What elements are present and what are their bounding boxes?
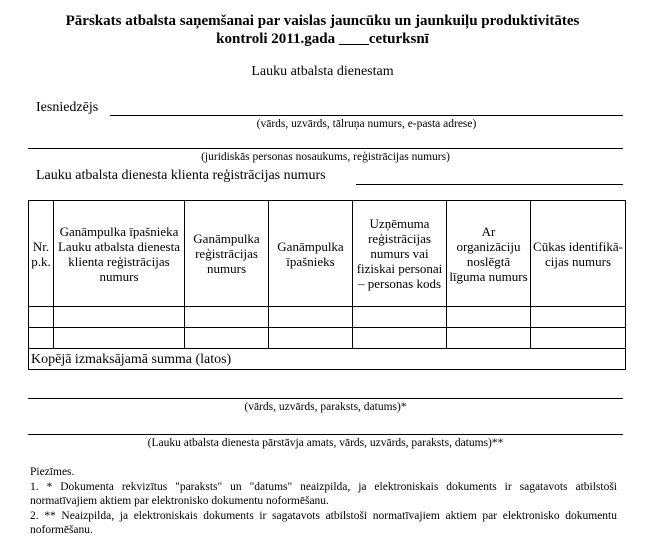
table-cell[interactable]	[29, 328, 54, 349]
signature-field[interactable]	[28, 398, 623, 399]
table-row	[29, 307, 626, 328]
representative-field[interactable]	[28, 434, 623, 435]
table-cell[interactable]	[353, 328, 447, 349]
table-cell[interactable]	[54, 328, 185, 349]
client-reg-field[interactable]	[356, 184, 623, 185]
document-title	[20, 12, 625, 48]
col-header-pig-id: Cūkas identifikā-cijas numurs	[531, 201, 626, 307]
table-cell[interactable]	[185, 328, 269, 349]
title-line-1: Pārskats atbalsta saņemšanai par vaislas jauncūku un jaunkuiļu produktivitātes	[65, 13, 580, 29]
total-label: Kopējā izmaksājamā summa (latos)	[29, 349, 626, 370]
table-cell[interactable]	[29, 307, 54, 328]
table-cell[interactable]	[531, 307, 626, 328]
representative-hint: (Lauku atbalsta dienesta pārstāvja amats, vārds, uzvārds, paraksts, datums)**	[147, 437, 504, 449]
table-cell[interactable]	[269, 328, 353, 349]
note-1: 1. * Dokumenta rekvizītus "paraksts" un "datums" neaizpilda, ja elektroniskais dokuments ir sagatavots atbilstoši normatīvajiem aktiem par elektronisko dokumentu noformēšanu.	[30, 480, 617, 507]
submitter-label: Iesniedzējs	[36, 100, 99, 115]
table-row	[29, 328, 626, 349]
table-cell[interactable]	[447, 307, 531, 328]
legal-entity-hint: (juridiskās personas nosaukums, reģistrācijas numurs)	[201, 151, 450, 163]
table-cell[interactable]	[54, 307, 185, 328]
col-header-contract-number: Ar organizāciju noslēgtā līguma numurs	[447, 201, 531, 307]
notes-heading: Piezīmes.	[30, 466, 75, 478]
addressee: Lauku atbalsta dienestam	[251, 64, 394, 79]
title-line-2: kontroli 2011.gada ____ceturksnī	[216, 31, 429, 47]
submitter-hint: (vārds, uzvārds, tālruņa numurs, e-pasta adrese)	[256, 118, 477, 130]
legal-entity-field[interactable]	[28, 148, 623, 149]
table-total-row	[29, 349, 626, 370]
col-header-owner-client-reg: Ganāmpulka īpašnieka Lauku atbalsta dienesta klienta reģistrācijas numurs	[54, 201, 185, 307]
table-cell[interactable]	[185, 307, 269, 328]
table-cell[interactable]	[447, 328, 531, 349]
report-table	[28, 200, 626, 370]
table-cell[interactable]	[531, 328, 626, 349]
col-header-herd-owner: Ganāmpulka īpašnieks	[269, 201, 353, 307]
note-2: 2. ** Neaizpilda, ja elektroniskais dokuments ir sagatavots atbilstoši normatīvajiem aktiem par elektronisko dokumentu noformēšanu.	[30, 509, 617, 536]
notes-section	[30, 465, 617, 538]
col-header-company-reg: Uzņēmuma reģistrācijas numurs vai fiziskai personai – personas kods	[353, 201, 447, 307]
table-header-row	[29, 201, 626, 307]
col-header-herd-reg: Ganāmpulka reģistrācijas numurs	[185, 201, 269, 307]
client-reg-label: Lauku atbalsta dienesta klienta reģistrācijas numurs	[36, 168, 326, 183]
col-header-nr: Nr. p.k.	[29, 201, 54, 307]
table-cell[interactable]	[353, 307, 447, 328]
submitter-field[interactable]	[110, 115, 623, 116]
table-cell[interactable]	[269, 307, 353, 328]
signature-hint: (vārds, uzvārds, paraksts, datums)*	[244, 401, 407, 413]
